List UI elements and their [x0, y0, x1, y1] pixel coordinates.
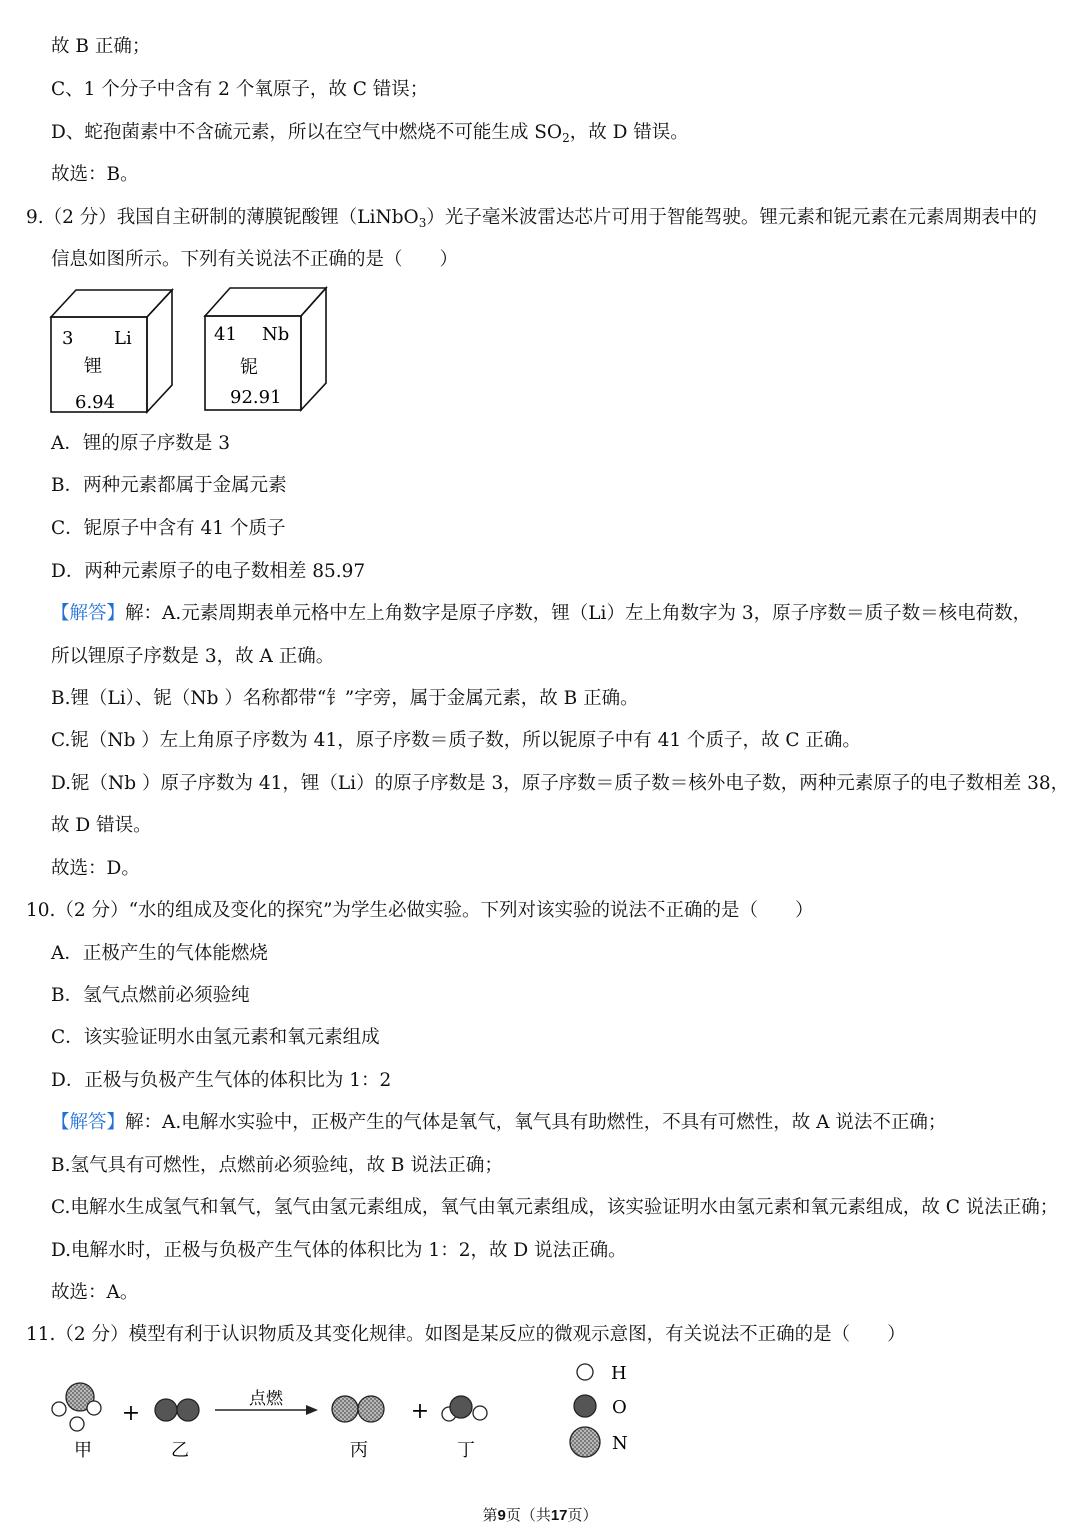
- q10-solution-line-2: B.氢气具有可燃性，点燃前必须验纯，故 B 说法正确；: [51, 1155, 503, 1176]
- q9-solution-line-3: B.锂（Li）、铌（Nb ）名称都带“钅”字旁，属于金属元素，故 B 正确。: [51, 688, 639, 709]
- bing-nitrogen-atom: [358, 1396, 384, 1422]
- q10-solution-line-1: 【解答】解：A.电解水实验中，正极产生的气体是氧气，氧气具有助燃性，不具有可燃性，故 A 说法不正确；: [51, 1112, 947, 1133]
- q11-stem: 11.（2 分）模型有利于认识物质及其变化规律。如图是某反应的微观示意图，有关说法不正确的是（ ）: [26, 1324, 906, 1345]
- q10-option-a: A．正极产生的气体能燃烧: [51, 943, 268, 964]
- legend-n-label: N: [612, 1433, 628, 1454]
- q9-solution-line-4: C.铌（Nb ）左上角原子序数为 41，原子序数＝质子数，所以铌原子中有 41 个质子，故 C 正确。: [51, 730, 861, 751]
- q10-option-d: D．正极与负极产生气体的体积比为 1：2: [51, 1070, 392, 1091]
- q9-answer: 故选：D。: [51, 858, 140, 879]
- q9-solution-line-5: D.铌（Nb ）原子序数为 41，锂（Li）的原子序数是 3，原子序数＝质子数＝核外电子数，两种元素原子的电子数相差 38，: [51, 773, 1070, 794]
- q10-solution-tag: 【解答】: [51, 1112, 126, 1133]
- total-page-count: 17: [550, 1507, 568, 1524]
- molecule-bing: [332, 1396, 384, 1422]
- jia-hydrogen-atom: [70, 1417, 84, 1431]
- label-jia: 甲: [74, 1440, 92, 1461]
- jia-hydrogen-atom: [87, 1401, 101, 1415]
- current-page-number: 9: [497, 1507, 506, 1524]
- page-footer: 第9页（共17页）: [482, 1506, 598, 1524]
- ding-hydrogen-atom: [473, 1406, 487, 1420]
- li-symbol: Li: [114, 328, 132, 349]
- legend-hydrogen-symbol: [577, 1364, 593, 1380]
- q9-option-a: A．锂的原子序数是 3: [51, 433, 231, 454]
- reaction-condition: 点燃: [249, 1389, 283, 1409]
- prev-answer: 故选：B。: [51, 164, 139, 185]
- legend-nitrogen-symbol: [570, 1427, 600, 1457]
- prev-option-c-analysis: C、1 个分子中含有 2 个氧原子，故 C 错误；: [51, 79, 429, 100]
- label-yi: 乙: [171, 1440, 189, 1461]
- q9-solution-line-2: 所以锂原子序数是 3，故 A 正确。: [51, 646, 335, 667]
- nb-symbol: Nb: [262, 324, 290, 345]
- plus-sign: +: [410, 1399, 430, 1424]
- jia-hydrogen-atom: [52, 1402, 66, 1416]
- bing-nitrogen-atom: [332, 1396, 358, 1422]
- legend-h-label: H: [611, 1363, 627, 1384]
- prev-option-d-analysis: D、蛇孢菌素中不含硫元素，所以在空气中燃烧不可能生成 $SO_2$，故 D 错误。: [51, 122, 689, 145]
- label-bing: 丙: [350, 1440, 368, 1461]
- q9-option-b: B．两种元素都属于金属元素: [51, 475, 287, 496]
- label-ding: 丁: [457, 1440, 475, 1461]
- molecule-jia: [52, 1383, 101, 1431]
- q11-reaction-figure: [40, 1352, 660, 1467]
- q9-element-figure: [48, 286, 338, 416]
- q9-option-c: C．铌原子中含有 41 个质子: [51, 518, 286, 539]
- prev-b-correct: 故 B 正确；: [51, 36, 151, 57]
- q9-stem-line2: 信息如图所示。下列有关说法不正确的是（ ）: [51, 249, 459, 270]
- nb-atomic-mass: 92.91: [230, 387, 282, 408]
- ding-oxygen-atom: [450, 1396, 472, 1418]
- nb-name: 铌: [240, 357, 258, 378]
- yi-oxygen-atom: [155, 1399, 177, 1421]
- nb-atomic-number: 41: [214, 324, 237, 345]
- atom-legend: [570, 1364, 600, 1457]
- q10-stem: 10.（2 分）“水的组成及变化的探究”为学生必做实验。下列对该实验的说法不正确的是（ ）: [26, 900, 814, 921]
- reaction-arrow-head: [306, 1405, 318, 1415]
- li-name: 锂: [84, 356, 102, 377]
- q9-option-d: D．两种元素原子的电子数相差 85.97: [51, 561, 366, 582]
- legend-oxygen-symbol: [574, 1395, 596, 1417]
- molecule-yi: [155, 1399, 199, 1421]
- legend-o-label: O: [612, 1397, 627, 1418]
- q9-stem: 9.（2 分）我国自主研制的薄膜铌酸锂（LiNbO$_3$）光子毫米波雷达芯片可用于智能驾驶。锂元素和铌元素在元素周期表中的: [26, 207, 1037, 230]
- plus-sign: +: [121, 1401, 141, 1426]
- yi-oxygen-atom: [177, 1399, 199, 1421]
- li-atomic-number: 3: [62, 328, 74, 349]
- q10-option-c: C．该实验证明水由氢元素和氧元素组成: [51, 1027, 380, 1048]
- li-atomic-mass: 6.94: [75, 392, 116, 413]
- q9-solution-line-1: 【解答】解：A.元素周期表单元格中左上角数字是原子序数，锂（Li）左上角数字为 3，原子序数＝质子数＝核电荷数，: [51, 603, 1032, 624]
- molecule-ding: [442, 1396, 487, 1421]
- q9-solution-tag: 【解答】: [51, 603, 126, 624]
- q10-answer: 故选：A。: [51, 1282, 139, 1303]
- q9-solution-line-6: 故 D 错误。: [51, 815, 152, 836]
- q10-solution-line-3: C.电解水生成氢气和氧气，氢气由氢元素组成，氧气由氧元素组成，该实验证明水由氢元素和氧元素组成，故 C 说法正确；: [51, 1197, 1059, 1218]
- q10-solution-line-4: D.电解水时，正极与负极产生气体的体积比为 1：2，故 D 说法正确。: [51, 1240, 627, 1261]
- q10-option-b: B．氢气点燃前必须验纯: [51, 985, 250, 1006]
